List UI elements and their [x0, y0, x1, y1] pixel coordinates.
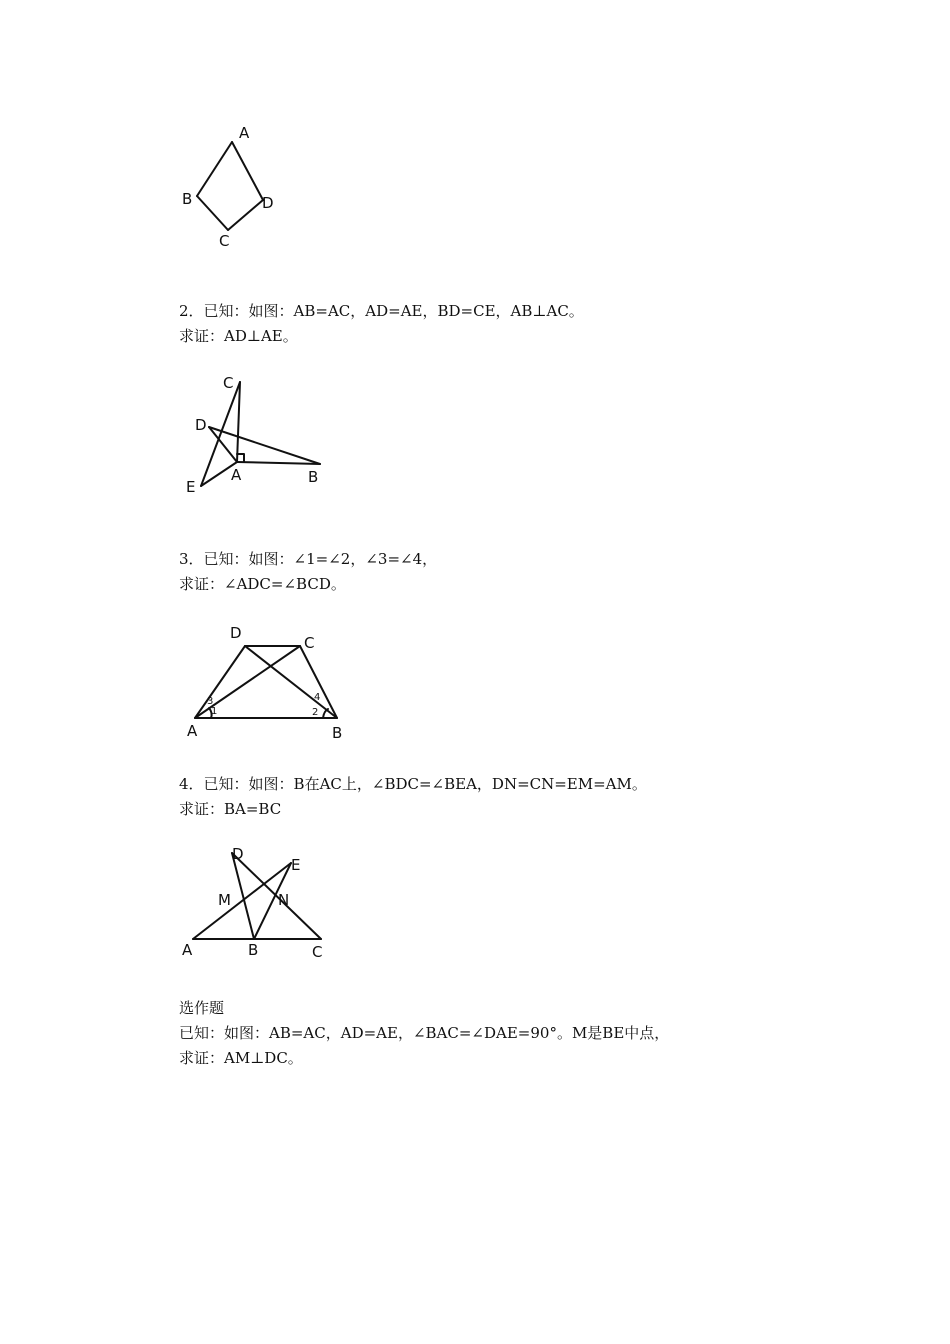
segment-ad: [195, 646, 245, 718]
segment-dc: [232, 853, 321, 939]
label-e: E: [291, 856, 301, 874]
side-dc: [228, 200, 263, 230]
problem-3-given: 3．已知：如图：∠1=∠2，∠3=∠4，: [179, 550, 438, 568]
label-c: C: [219, 232, 230, 250]
segment-bc: [300, 646, 337, 718]
label-b: B: [182, 190, 193, 208]
segment-ca: [237, 382, 240, 462]
problem-3-prove: 求证：∠ADC=∠BCD。: [179, 575, 346, 593]
optional-prove: 求证：AM⊥DC。: [179, 1049, 303, 1067]
label-d: D: [230, 624, 242, 642]
label-d: D: [195, 416, 207, 434]
side-ad: [232, 142, 263, 200]
angle-label-3: 3: [207, 696, 214, 707]
label-b: B: [332, 724, 343, 742]
segment-ea: [193, 863, 291, 939]
segment-db: [209, 427, 320, 464]
angle-label-2: 2: [312, 707, 319, 718]
angle-label-1: 1: [211, 706, 218, 717]
angle-label-4: 4: [314, 692, 321, 703]
segment-db: [232, 853, 254, 939]
side-bc: [197, 196, 228, 230]
label-c: C: [304, 634, 315, 652]
angle-arc-b: [323, 709, 328, 718]
segment-bd: [245, 646, 337, 718]
problem-4-given: 4．已知：如图：B在AC上，∠BDC=∠BEA，DN=CN=EM=AM。: [179, 775, 647, 793]
label-d: D: [232, 845, 244, 863]
segment-ab: [237, 462, 320, 464]
side-ab: [197, 142, 232, 196]
problem-2-prove: 求证：AD⊥AE。: [179, 327, 298, 345]
label-e: E: [186, 478, 196, 496]
optional-heading: 选作题: [179, 999, 225, 1017]
figure-4: [178, 843, 348, 963]
label-b: B: [248, 941, 259, 959]
label-c: C: [223, 374, 234, 392]
problem-2-given: 2．已知：如图：AB=AC，AD=AE，BD=CE，AB⊥AC。: [179, 302, 584, 320]
label-a: A: [182, 941, 193, 959]
label-a: A: [231, 466, 242, 484]
label-c: C: [312, 943, 323, 961]
label-b: B: [308, 468, 319, 486]
label-d: D: [262, 194, 274, 212]
figure-2: [180, 370, 330, 495]
figure-1-quadrilateral: [170, 118, 290, 253]
problem-4-prove: 求证：BA=BC: [179, 800, 282, 818]
optional-given: 已知：如图：AB=AC，AD=AE，∠BAC=∠DAE=90°。M是BE中点，: [179, 1024, 670, 1042]
label-n: N: [278, 891, 290, 909]
label-a: A: [187, 722, 198, 740]
figure-3-trapezoid: [180, 618, 355, 743]
label-m: M: [218, 891, 231, 909]
label-a: A: [239, 124, 250, 142]
